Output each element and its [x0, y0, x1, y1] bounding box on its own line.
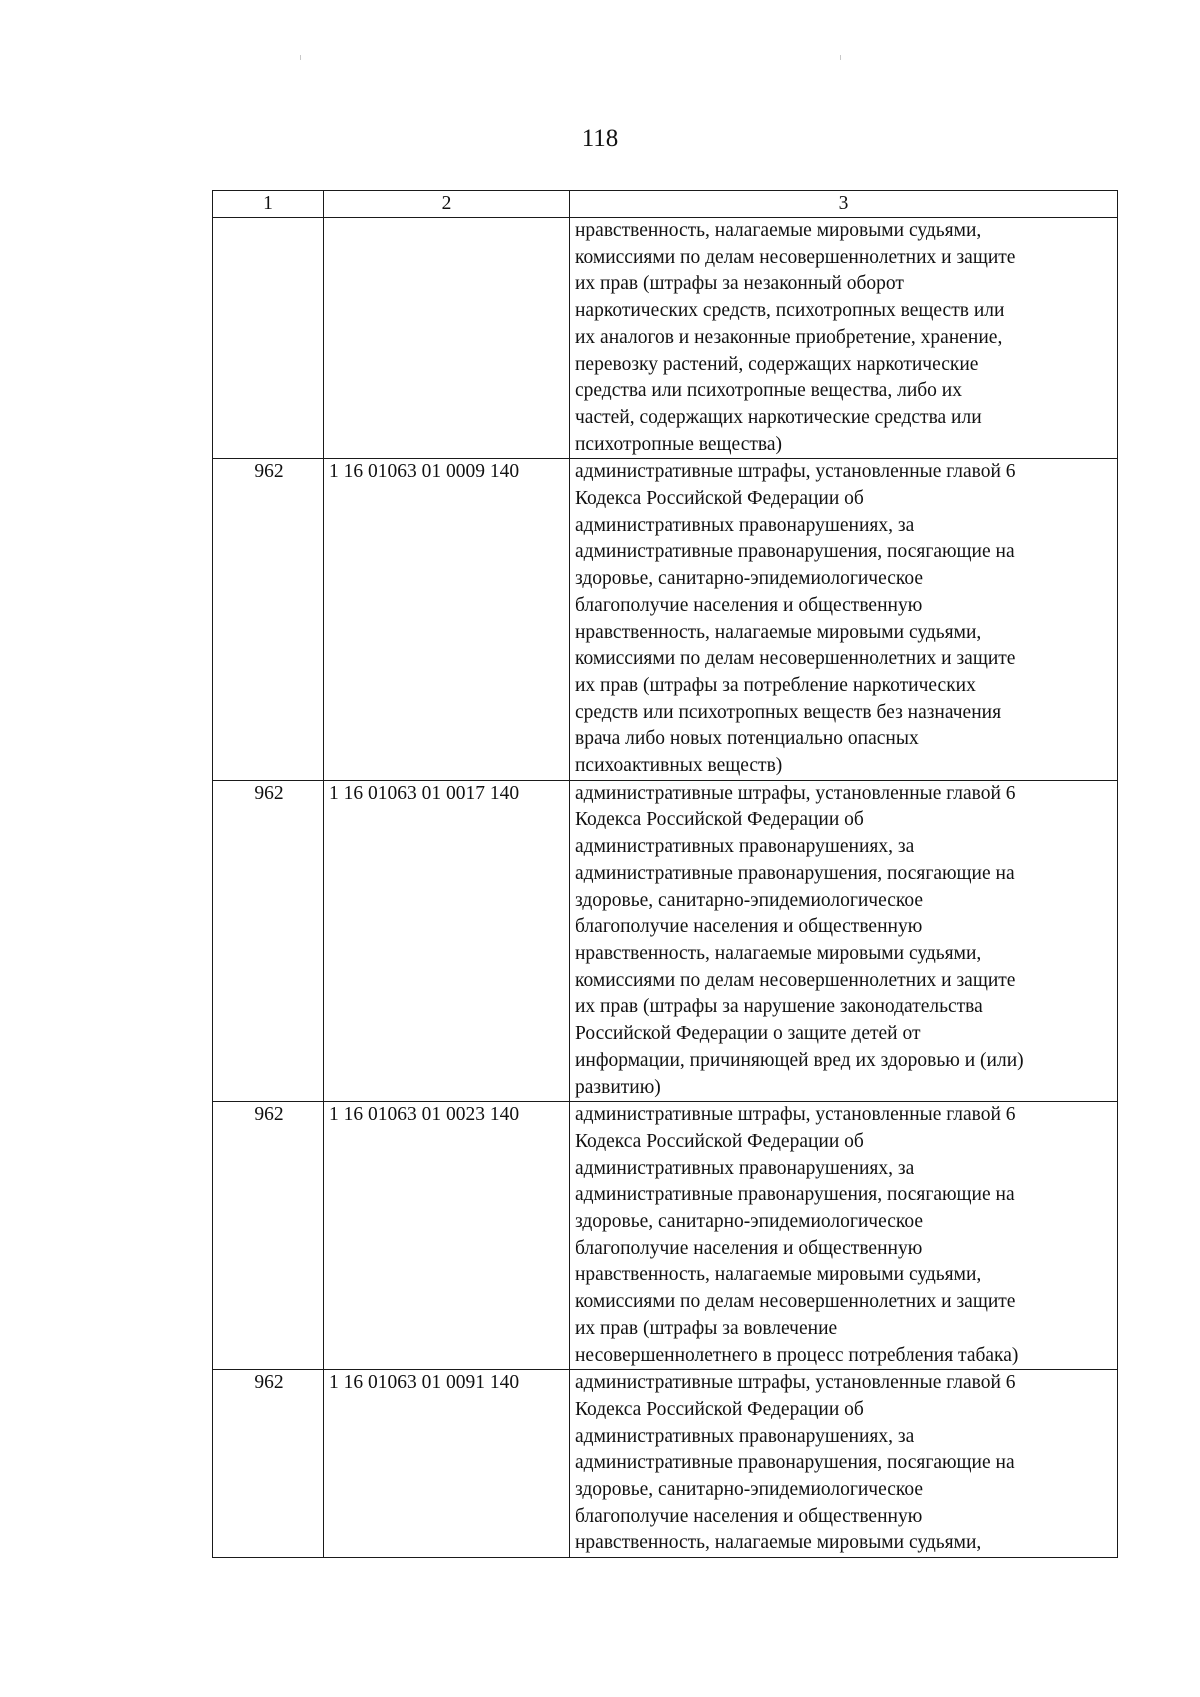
description-cell: [570, 459, 1118, 780]
description-line: административных правонарушениях, за: [575, 836, 915, 858]
description-line: здоровье, санитарно-эпидемиологическое: [575, 889, 924, 911]
description-line: наркотических средств, психотропных веществ или: [575, 300, 1005, 322]
description-line: комиссиями по делам несовершеннолетних и защите: [575, 969, 1016, 991]
page-number: 118: [581, 125, 619, 152]
description-line: благополучие населения и общественную: [575, 1237, 923, 1259]
description-line: их прав (штрафы за вовлечение: [575, 1317, 838, 1339]
description-line: административные правонарушения, посягающие на: [575, 1184, 1015, 1206]
description-line: психоактивных веществ): [575, 755, 783, 777]
table-row: [213, 459, 1118, 780]
budget-code-cell: 1 16 01063 01 0009 140: [324, 459, 570, 780]
description-line: административных правонарушениях, за: [575, 514, 915, 536]
description-line: административные правонарушения, посягающие на: [575, 541, 1015, 563]
description-line: их прав (штрафы за нарушение законодательства: [575, 996, 983, 1018]
column-header-3: 3: [570, 191, 1118, 218]
description-line: административные правонарушения, посягающие на: [575, 862, 1015, 884]
description-line: их прав (штрафы за незаконный оборот: [575, 273, 904, 295]
table-row: [213, 1370, 1118, 1558]
description-line: комиссиями по делам несовершеннолетних и защите: [575, 648, 1016, 670]
description-line: комиссиями по делам несовершеннолетних и защите: [575, 1291, 1016, 1313]
description-line: Кодекса Российской Федерации об: [575, 488, 864, 510]
description-line: нравственность, налагаемые мировыми судьями,: [575, 621, 982, 643]
description-line: их прав (штрафы за потребление наркотических: [575, 674, 976, 696]
admin-code-cell: 962: [213, 459, 324, 780]
description-line: здоровье, санитарно-эпидемиологическое: [575, 1479, 924, 1501]
admin-code-cell: 962: [213, 780, 324, 1101]
table-row: [213, 780, 1118, 1101]
description-line: их аналогов и незаконные приобретение, хранение,: [575, 326, 1003, 348]
description-line: Российской Федерации о защите детей от: [575, 1023, 921, 1045]
description-line: благополучие населения и общественную: [575, 594, 923, 616]
budget-code-cell: 1 16 01063 01 0091 140: [324, 1370, 570, 1558]
description-cell: [570, 218, 1118, 459]
description-cell: [570, 1102, 1118, 1370]
description-line: административные штрафы, установленные главой 6: [575, 461, 1016, 483]
description-line: несовершеннолетнего в процесс потребления табака): [575, 1344, 1019, 1366]
description-line: нравственность, налагаемые мировыми судьями,: [575, 1532, 982, 1554]
description-line: административных правонарушениях, за: [575, 1157, 915, 1179]
table-row: [213, 218, 1118, 459]
description-line: Кодекса Российской Федерации об: [575, 1398, 864, 1420]
budget-code-cell: [324, 218, 570, 459]
description-line: здоровье, санитарно-эпидемиологическое: [575, 1211, 924, 1233]
table-header-row: [213, 191, 1118, 218]
description-cell: [570, 1370, 1118, 1558]
description-line: нравственность, налагаемые мировыми судьями,: [575, 220, 982, 241]
table-body: [213, 218, 1118, 1558]
description-line: информации, причиняющей вред их здоровью и (или): [575, 1049, 1024, 1071]
admin-code-cell: 962: [213, 1370, 324, 1558]
description-line: врача либо новых потенциально опасных: [575, 728, 919, 750]
description-line: административные штрафы, установленные главой 6: [575, 1104, 1016, 1126]
description-cell: [570, 780, 1118, 1101]
description-line: перевозку растений, содержащих наркотические: [575, 353, 979, 375]
budget-codes-table: [212, 190, 1118, 1558]
admin-code-cell: [213, 218, 324, 459]
admin-code-cell: 962: [213, 1102, 324, 1370]
scan-mark: [300, 55, 301, 60]
description-line: средств или психотропных веществ без назначения: [575, 701, 1002, 723]
description-line: комиссиями по делам несовершеннолетних и защите: [575, 246, 1016, 268]
description-line: административные штрафы, установленные главой 6: [575, 1372, 1016, 1394]
description-line: психотропные вещества): [575, 433, 782, 455]
description-line: развитию): [575, 1076, 661, 1098]
description-line: Кодекса Российской Федерации об: [575, 1130, 864, 1152]
scan-mark: [840, 55, 841, 60]
description-line: здоровье, санитарно-эпидемиологическое: [575, 568, 924, 590]
description-line: административных правонарушениях, за: [575, 1425, 915, 1447]
description-line: нравственность, налагаемые мировыми судьями,: [575, 1264, 982, 1286]
description-line: административные штрафы, установленные главой 6: [575, 782, 1016, 804]
budget-code-cell: 1 16 01063 01 0023 140: [324, 1102, 570, 1370]
table-row: [213, 1102, 1118, 1370]
description-line: Кодекса Российской Федерации об: [575, 809, 864, 831]
description-line: благополучие населения и общественную: [575, 916, 923, 938]
description-line: нравственность, налагаемые мировыми судьями,: [575, 942, 982, 964]
description-line: средства или психотропные вещества, либо их: [575, 380, 962, 402]
column-header-2: 2: [324, 191, 570, 218]
description-line: частей, содержащих наркотические средства или: [575, 406, 982, 428]
description-line: административные правонарушения, посягающие на: [575, 1452, 1015, 1474]
budget-code-cell: 1 16 01063 01 0017 140: [324, 780, 570, 1101]
column-header-1: 1: [213, 191, 324, 218]
description-line: благополучие населения и общественную: [575, 1505, 923, 1527]
